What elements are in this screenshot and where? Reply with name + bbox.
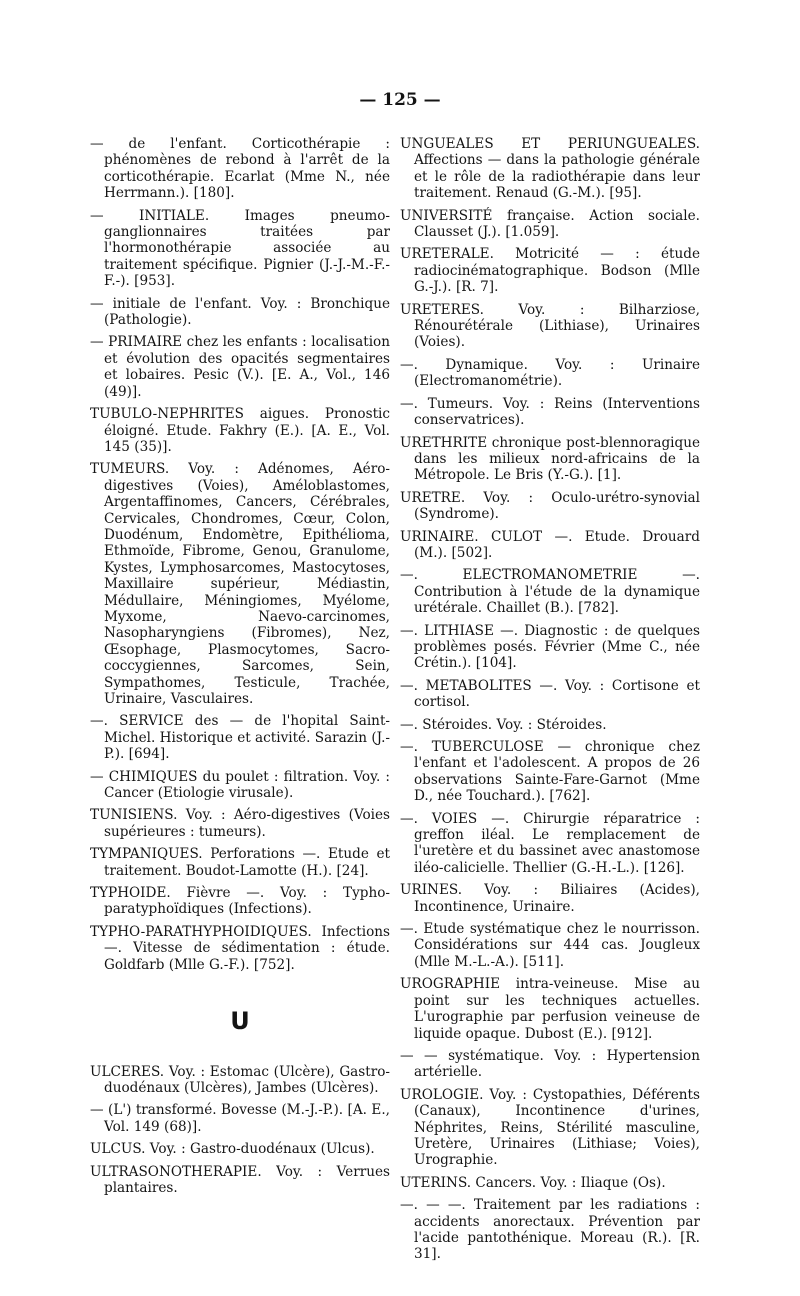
- index-entry: TYMPANIQUES. Perforations —. Etude et traitement. Boudot-Lamotte (H.). [24].: [90, 846, 390, 879]
- index-entry: URINAIRE. CULOT —. Etude. Drouard (M.). [502].: [400, 528, 700, 561]
- index-entry: —. METABOLITES —. Voy. : Cortisone et cortisol.: [400, 677, 700, 711]
- index-entry: ULCUS. Voy. : Gastro-duodénaux (Ulcus).: [90, 1141, 375, 1158]
- index-entry: TYPHO-PARATHYPHOIDIQUES. Infections —. Vitesse de sédimentation : étude. Goldfarb (Mlle G.-F.). [752].: [90, 923, 390, 973]
- left-column: [90, 136, 390, 1202]
- right-column: [400, 136, 700, 1269]
- index-entry: ULTRASONOTHERAPIE. Voy. : Verrues plantaires.: [90, 1163, 390, 1196]
- index-entry: TUMEURS. Voy. : Adénomes, Aéro-digestives (Voies), Améloblastomes, Argentaffinomes, Cancers, Cérébrales, Cervicales, Chondromes, Cœur, Colon, Duodénum, Endomètre, Epithélioma, Ethmoïde, Fibrome, Genou, Granulome, Kystes, Lymphosarcomes, Mastocytoses, Maxillaire supérieur, Médiastin, Médullaire, Méningiomes, Myélome, Myxome, Naevo-carcinomes, Nasopharyngiens (Fibromes), Nez, Œsophage, Plasmocytomes, Sacro-coccygiennes, Sarcomes, Sein, Sympathomes, Testicule, Trachée, Urinaire, Vasculaires.: [90, 461, 390, 707]
- index-entry: URETERES. Voy. : Bilharziose, Rénourétérale (Lithiase), Urinaires (Voies).: [400, 301, 700, 351]
- index-entry: — (L') transformé. Bovesse (M.-J.-P.). [A. E., Vol. 149 (68)].: [90, 1102, 390, 1135]
- index-entry: UROLOGIE. Voy. : Cystopathies, Déférents (Canaux), Incontinence d'urines, Néphrites, Reins, Stérilité masculine, Uretère, Urinaires (Lithiase; Voies), Urographie.: [400, 1086, 700, 1169]
- index-entry: TYPHOIDE. Fièvre —. Voy. : Typho-paratyphoïdiques (Infections).: [90, 885, 390, 918]
- page-number: — 125 —: [359, 90, 441, 110]
- index-entry: — de l'enfant. Corticothérapie : phénomènes de rebond à l'arrêt de la corticothérapie. Ecarlat (Mme N., née Herrmann.). [180].: [90, 136, 390, 202]
- index-entry: —. LITHIASE —. Diagnostic : de quelques problèmes posés. Février (Mme C., née Crétin.). [104].: [400, 622, 700, 672]
- index-entry: —. SERVICE des — de l'hopital Saint-Michel. Historique et activité. Sarazin (J.-P.). [694].: [90, 713, 390, 763]
- index-entry: URETRE. Voy. : Oculo-urétro-synovial (Syndrome).: [400, 489, 700, 523]
- index-entry: — — systématique. Voy. : Hypertension artérielle.: [400, 1047, 700, 1081]
- index-entry: — CHIMIQUES du poulet : filtration. Voy. : Cancer (Etiologie virusale).: [90, 768, 390, 802]
- index-entry: TUNISIENS. Voy. : Aéro-digestives (Voies supérieures : tumeurs).: [90, 807, 390, 840]
- index-entry: UNIVERSITÉ française. Action sociale. Clausset (J.). [1.059].: [400, 207, 700, 241]
- index-entry: —. ELECTROMANOMETRIE —. Contribution à l'étude de la dynamique urétérale. Chaillet (B.). [782].: [400, 567, 700, 617]
- index-entry: — initiale de l'enfant. Voy. : Bronchique (Pathologie).: [90, 295, 390, 329]
- index-entry: —. TUBERCULOSE — chronique chez l'enfant et l'adolescent. A propos de 26 observations Sainte-Fare-Garnot (Mme D., née Touchard.). [762].: [400, 739, 700, 805]
- index-entry: UROGRAPHIE intra-veineuse. Mise au point sur les techniques actuelles. L'urographie par perfusion veineuse de liquide opaque. Dubost (E.). [912].: [400, 976, 700, 1042]
- index-entry: ULCERES. Voy. : Estomac (Ulcère), Gastro-duodénaux (Ulcères), Jambes (Ulcères).: [90, 1063, 390, 1096]
- index-entry: UTERINS. Cancers. Voy. : Iliaque (Os).: [400, 1174, 666, 1191]
- index-entry: URINES. Voy. : Biliaires (Acides), Incontinence, Urinaire.: [400, 882, 700, 915]
- index-entry: TUBULO-NEPHRITES aigues. Pronostic éloigné. Etude. Fakhry (E.). [A. E., Vol. 145 (35)].: [90, 406, 390, 455]
- index-entry: —. Stéroides. Voy. : Stéroides.: [400, 716, 607, 733]
- index-entry: — INITIALE. Images pneumo-ganglionnaires traitées par l'hormonothérapie associée au traitement spécifique. Pignier (J.-J.-M.-F.-F.-). [953].: [90, 207, 390, 290]
- section-letter: U: [230, 1007, 250, 1036]
- index-entry: —. VOIES —. Chirurgie réparatrice : greffon iléal. Le remplacement de l'uretère et du bassinet avec anastomose iléo-calicielle. Thellier (G.-H.-L.). [126].: [400, 810, 700, 876]
- index-entry: — PRIMAIRE chez les enfants : localisation et évolution des opacités segmentaires et lobaires. Pesic (V.). [E. A., Vol., 146 (49)].: [90, 334, 390, 400]
- index-entry: URETERALE. Motricité — : étude radiocinématographique. Bodson (Mlle G.-J.). [R. 7].: [400, 246, 700, 296]
- index-entry: —. — —. Traitement par les radiations : accidents anorectaux. Prévention par l'acide pantothénique. Moreau (R.). [R. 31].: [400, 1197, 700, 1263]
- index-entry: URETHRITE chronique post-blennoragique dans les milieux nord-africains de la Métropole. Le Bris (Y.-G.). [1].: [400, 434, 700, 484]
- index-entry: UNGUEALES ET PERIUNGUEALES. Affections — dans la pathologie générale et le rôle de la radiothérapie dans leur traitement. Renaud (G.-M.). [95].: [400, 136, 700, 202]
- index-entry: —. Tumeurs. Voy. : Reins (Interventions conservatrices).: [400, 395, 700, 429]
- index-entry: —. Etude systématique chez le nourrisson. Considérations sur 444 cas. Jougleux (Mlle M.-L.-A.). [511].: [400, 921, 700, 970]
- index-entry: —. Dynamique. Voy. : Urinaire (Electromanométrie).: [400, 356, 700, 390]
